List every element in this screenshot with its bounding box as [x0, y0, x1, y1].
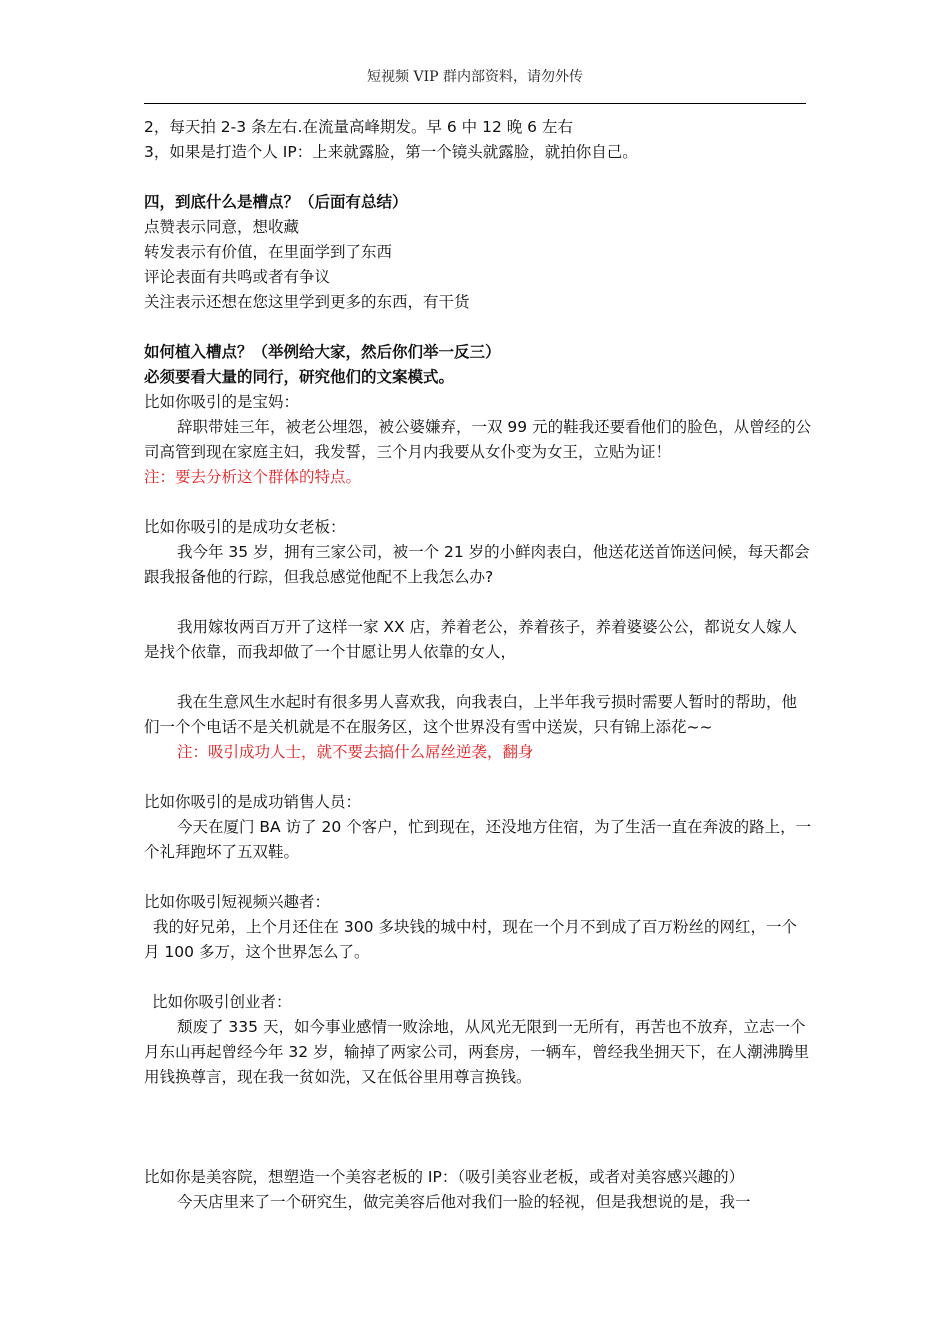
note: 注：要去分析这个群体的特点。 — [144, 468, 362, 486]
example-text: 今天店里来了一个研究生，做完美容后他对我们一脸的轻视，但是我想说的是，我一 — [177, 1193, 751, 1211]
note: 注：吸引成功人士，就不要去搞什么屌丝逆袭，翻身 — [177, 743, 534, 761]
section-heading: 如何植入槽点？（举例给大家，然后你们举一反三） — [144, 343, 501, 361]
example-intro: 比如你吸引的是成功销售人员： — [144, 793, 362, 811]
example-text: 我的好兄弟，上个月还住在 300 多块钱的城中村，现在一个月不到成了百万粉丝的网红，一个月 100 多万，这个世界怎么了。 — [144, 918, 797, 961]
example-intro: 比如你吸引的是宝妈： — [144, 393, 300, 411]
paragraph: 点赞表示同意，想收藏 — [144, 218, 300, 236]
example-intro: 比如你吸引的是成功女老板： — [144, 518, 346, 536]
example-text: 辞职带娃三年，被老公埋怨，被公婆嫌弃，一双 99 元的鞋我还要看他们的脸色，从曾经的公司高管到现在家庭主妇，我发誓，三个月内我要从女仆变为女王，立贴为证！ — [144, 418, 812, 461]
example-text: 我在生意风生水起时有很多男人喜欢我，向我表白，上半年我亏损时需要人暂时的帮助，他们一个个电话不是关机就是不在服务区，这个世界没有雪中送炭，只有锦上添花~~ — [144, 693, 798, 736]
document-body — [144, 115, 812, 1215]
paragraph: 关注表示还想在您这里学到更多的东西，有干货 — [144, 293, 470, 311]
paragraph: 评论表面有共鸣或者有争议 — [144, 268, 331, 286]
page-header: 短视频 VIP 群内部资料，请勿外传 — [367, 69, 583, 85]
paragraph: 转发表示有价值，在里面学到了东西 — [144, 243, 393, 261]
header-divider — [144, 103, 806, 104]
section-heading: 四，到底什么是槽点？（后面有总结） — [144, 193, 408, 211]
example-text: 今天在厦门 BA 访了 20 个客户，忙到现在，还没地方住宿，为了生活一直在奔波的路上，一个礼拜跑坏了五双鞋。 — [144, 818, 812, 861]
example-text: 颓废了 335 天，如今事业感情一败涂地，从风光无限到一无所有，再苦也不放弃，立志一个月东山再起曾经今年 32 岁，输掉了两家公司，两套房，一辆车，曾经我坐拥天下，在人潮沸腾里用钱换尊言，现在我一贫如洗，又在低谷里用尊言换钱。 — [144, 1018, 810, 1086]
section-subheading: 必须要看大量的同行，研究他们的文案模式。 — [144, 368, 455, 386]
paragraph: 3，如果是打造个人 IP：上来就露脸，第一个镜头就露脸，就拍你自己。 — [144, 143, 638, 161]
example-intro: 比如你吸引短视频兴趣者： — [144, 893, 331, 911]
example-text: 我今年 35 岁，拥有三家公司，被一个 21 岁的小鲜肉表白，他送花送首饰送问候，每天都会跟我报备他的行踪，但我总感觉他配不上我怎么办? — [144, 543, 810, 586]
example-intro: 比如你吸引创业者： — [152, 993, 292, 1011]
paragraph: 2，每天拍 2-3 条左右.在流量高峰期发。早 6 中 12 晚 6 左右 — [144, 118, 573, 136]
example-text: 我用嫁妆两百万开了这样一家 XX 店，养着老公，养着孩子，养着婆婆公公，都说女人嫁人是找个依靠，而我却做了一个甘愿让男人依靠的女人， — [144, 618, 798, 661]
example-intro: 比如你是美容院，想塑造一个美容老板的 IP：（吸引美容业老板，或者对美容感兴趣的） — [144, 1168, 745, 1186]
